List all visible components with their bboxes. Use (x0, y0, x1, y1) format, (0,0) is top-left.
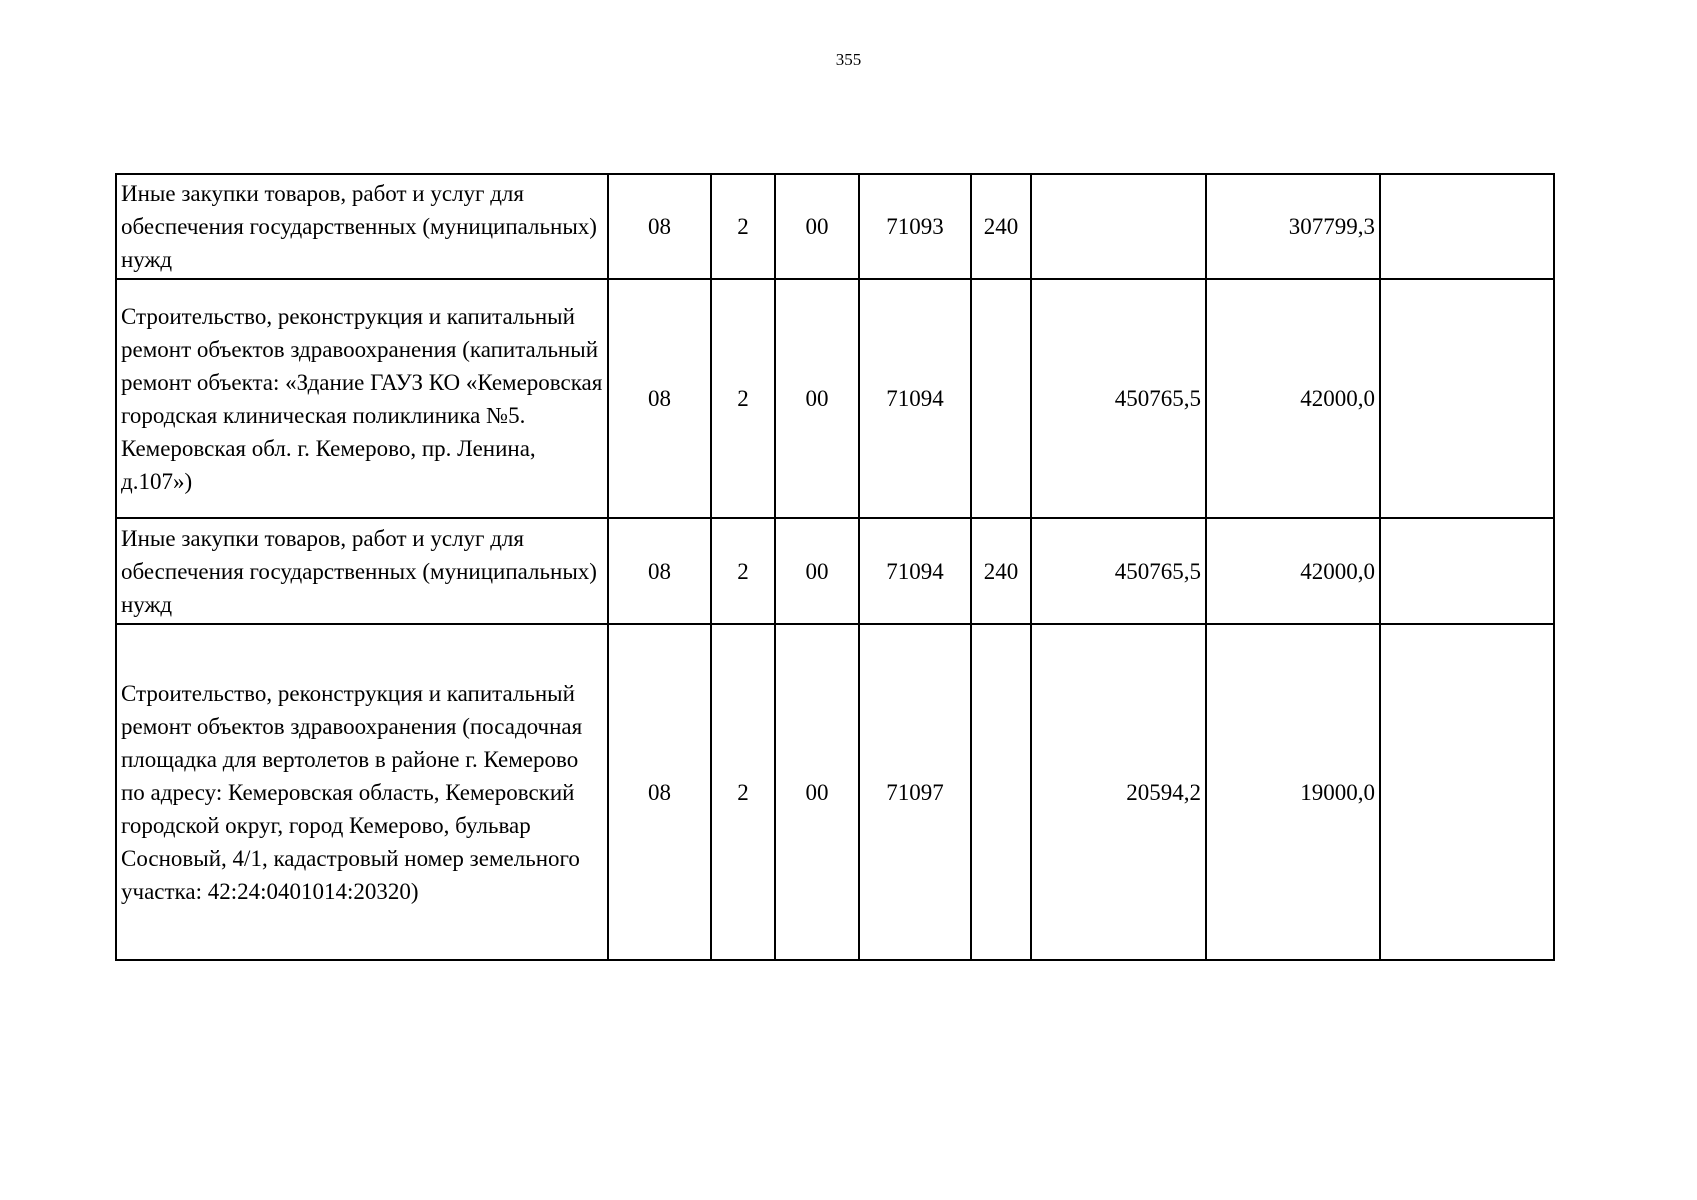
page-number: 355 (835, 50, 862, 69)
section-code-cell: 08 (608, 624, 711, 960)
direction-code-cell: 71094 (859, 518, 971, 624)
amount-cell-2: 307799,3 (1206, 174, 1380, 279)
amount-cell-3 (1380, 174, 1554, 279)
amount-cell-2: 42000,0 (1206, 279, 1380, 518)
row-name-cell: Иные закупки товаров, работ и услуг для обеспечения государственных (муниципальных) нужд (116, 174, 608, 279)
table-row (116, 174, 1554, 279)
section-code-cell: 08 (608, 174, 711, 279)
subprogram-code-cell: 00 (775, 624, 859, 960)
expense-type-cell (971, 279, 1031, 518)
expense-type-cell: 240 (971, 174, 1031, 279)
section-code-cell: 08 (608, 518, 711, 624)
direction-code-cell: 71094 (859, 279, 971, 518)
subprogram-code-cell: 00 (775, 279, 859, 518)
amount-cell-2: 19000,0 (1206, 624, 1380, 960)
amount-cell-1: 450765,5 (1031, 518, 1206, 624)
direction-code-cell: 71097 (859, 624, 971, 960)
table-row (116, 518, 1554, 624)
subprogram-code-cell: 00 (775, 518, 859, 624)
expense-type-cell (971, 624, 1031, 960)
expense-type-cell: 240 (971, 518, 1031, 624)
row-name-cell: Строительство, реконструкция и капитальный ремонт объектов здравоохранения (посадочная площадка для вертолетов в районе г. Кемерово по адресу: Кемеровская область, Кемеровский городской округ, город Кемерово, бульвар Сосновый, 4/1, кадастровый номер земельного участка: 42:24:0401014:20320) (116, 624, 608, 960)
program-code-cell: 2 (711, 624, 775, 960)
amount-cell-3 (1380, 279, 1554, 518)
direction-code-cell: 71093 (859, 174, 971, 279)
row-name-cell: Строительство, реконструкция и капитальный ремонт объектов здравоохранения (капитальный ремонт объекта: «Здание ГАУЗ КО «Кемеровская городская клиническая поликлиника №5. Кемеровская обл. г. Кемерово, пр. Ленина, д.107») (116, 279, 608, 518)
program-code-cell: 2 (711, 174, 775, 279)
table-row (116, 279, 1554, 518)
amount-cell-3 (1380, 518, 1554, 624)
amount-cell-3 (1380, 624, 1554, 960)
amount-cell-1: 20594,2 (1031, 624, 1206, 960)
amount-cell-2: 42000,0 (1206, 518, 1380, 624)
table-row (116, 624, 1554, 960)
budget-table (115, 173, 1555, 961)
section-code-cell: 08 (608, 279, 711, 518)
amount-cell-1 (1031, 174, 1206, 279)
subprogram-code-cell: 00 (775, 174, 859, 279)
program-code-cell: 2 (711, 518, 775, 624)
program-code-cell: 2 (711, 279, 775, 518)
amount-cell-1: 450765,5 (1031, 279, 1206, 518)
row-name-cell: Иные закупки товаров, работ и услуг для обеспечения государственных (муниципальных) нужд (116, 518, 608, 624)
